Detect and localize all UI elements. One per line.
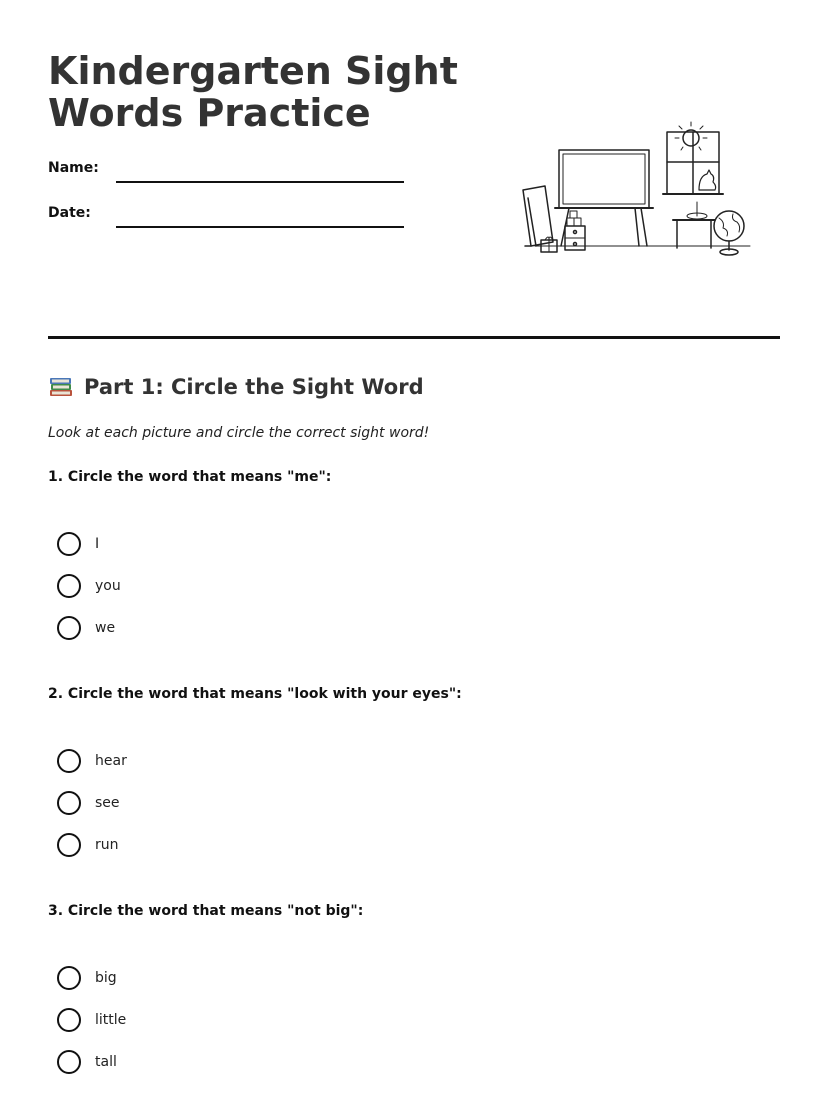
part-1-title: Part 1: Circle the Sight Word xyxy=(84,375,424,399)
question-1 xyxy=(48,469,748,636)
date-field[interactable] xyxy=(48,205,408,229)
question-text: 3. Circle the word that means "not big": xyxy=(48,903,364,919)
radio-circle[interactable] xyxy=(57,1008,81,1032)
date-label: Date: xyxy=(48,205,91,221)
name-line[interactable] xyxy=(116,181,404,183)
question-3 xyxy=(48,903,748,1070)
option-label: run xyxy=(95,837,119,853)
answer-options xyxy=(57,740,127,866)
question-text: 2. Circle the word that means "look with your eyes": xyxy=(48,686,462,702)
radio-circle[interactable] xyxy=(57,749,81,773)
worksheet-title xyxy=(48,50,468,134)
name-field[interactable] xyxy=(48,160,408,184)
question-2 xyxy=(48,686,748,853)
option-label: tall xyxy=(95,1054,117,1070)
books-icon xyxy=(48,374,74,400)
radio-circle[interactable] xyxy=(57,966,81,990)
option-label: you xyxy=(95,578,121,594)
answer-option[interactable] xyxy=(57,523,121,565)
answer-option[interactable] xyxy=(57,782,127,824)
answer-option[interactable] xyxy=(57,607,121,649)
option-label: little xyxy=(95,1012,127,1028)
answer-option[interactable] xyxy=(57,740,127,782)
answer-option[interactable] xyxy=(57,999,126,1041)
instructions-text: Look at each picture and circle the correct sight word! xyxy=(48,425,430,441)
part-1-heading xyxy=(48,374,424,400)
radio-circle[interactable] xyxy=(57,1050,81,1074)
section-divider xyxy=(48,336,780,339)
answer-option[interactable] xyxy=(57,1041,126,1083)
radio-circle[interactable] xyxy=(57,791,81,815)
option-label: hear xyxy=(95,753,127,769)
title-line-1: Kindergarten Sight xyxy=(48,49,458,93)
option-label: big xyxy=(95,970,117,986)
title-line-2: Words Practice xyxy=(48,91,371,135)
option-label: see xyxy=(95,795,120,811)
classroom-illustration xyxy=(515,118,755,264)
answer-option[interactable] xyxy=(57,824,127,866)
answer-option[interactable] xyxy=(57,957,126,999)
radio-circle[interactable] xyxy=(57,833,81,857)
radio-circle[interactable] xyxy=(57,616,81,640)
answer-options xyxy=(57,957,126,1083)
answer-options xyxy=(57,523,121,649)
radio-circle[interactable] xyxy=(57,574,81,598)
option-label: I xyxy=(95,536,100,552)
radio-circle[interactable] xyxy=(57,532,81,556)
name-label: Name: xyxy=(48,160,99,176)
answer-option[interactable] xyxy=(57,565,121,607)
option-label: we xyxy=(95,620,116,636)
question-text: 1. Circle the word that means "me": xyxy=(48,469,332,485)
date-line[interactable] xyxy=(116,226,404,228)
